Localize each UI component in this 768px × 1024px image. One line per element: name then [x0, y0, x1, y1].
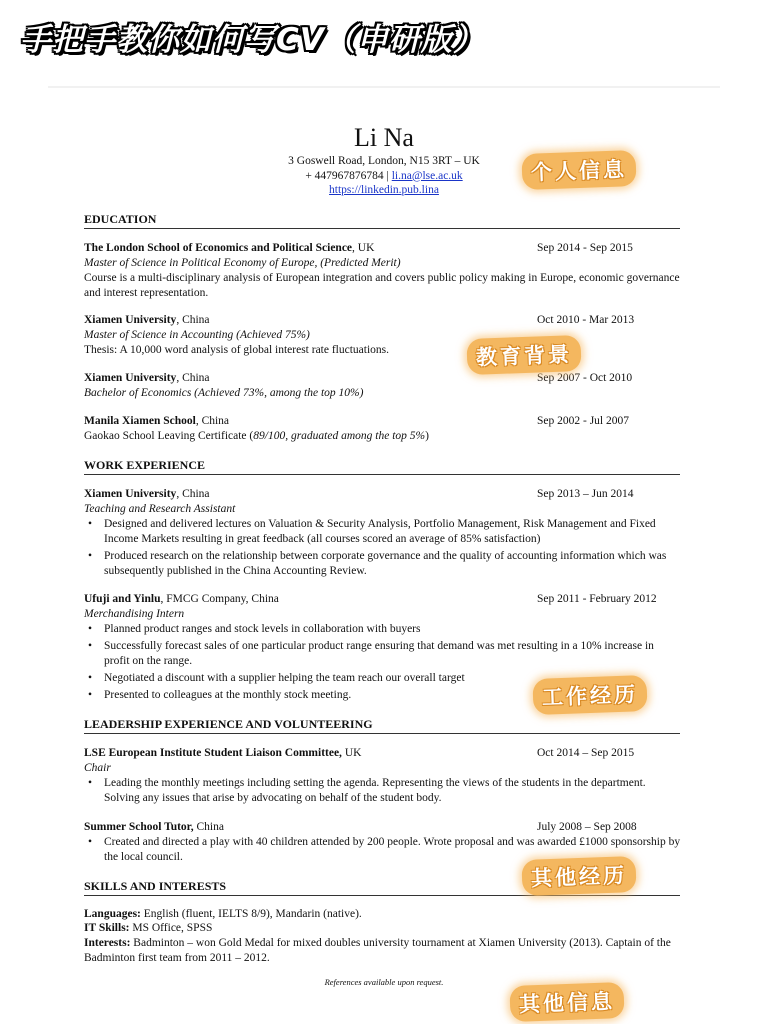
edu-entry-1-loc: , UK — [352, 242, 375, 254]
lead-entry-1-org: LSE European Institute Student Liaison Committee, — [84, 747, 342, 759]
edu-entry-1-date: Sep 2014 - Sep 2015 — [537, 242, 633, 254]
cv-contact — [0, 169, 768, 184]
edu-entry-3-degree: Bachelor of Economics (Achieved 73%, among the top 10%) — [84, 387, 364, 399]
sticker-personal-info: 个人信息 — [521, 150, 636, 190]
edu-entry-4-org: Manila Xiamen School — [84, 415, 196, 427]
skills-it-value: MS Office, SPSS — [129, 922, 213, 934]
edu-entry-1-degree: Master of Science in Political Economy of Europe, (Predicted Merit) — [84, 257, 401, 269]
lead-entry-1-date: Oct 2014 – Sep 2015 — [537, 747, 635, 759]
work-entry-1-title — [84, 487, 210, 502]
lead-entry-2-loc: China — [193, 821, 224, 833]
skills-rule — [84, 895, 680, 896]
edu-entry-4-desc — [84, 429, 429, 444]
edu-entry-2-degree: Master of Science in Accounting (Achieved 75%) — [84, 329, 310, 341]
bullet-text: Negotiated a discount with a supplier helping the team reach our overall target — [104, 672, 465, 684]
edu-entry-4-desc-prefix: Gaokao School Leaving Certificate ( — [84, 430, 254, 442]
lead-entry-2-bullet: • Created and directed a play with 40 children attended by 200 people. Wrote proposal and was awarded £1000 sponsorship by the local council. — [88, 836, 681, 863]
bullet-text: Created and directed a play with 40 children attended by 200 people. Wrote proposal and was awarded £1000 sponsorship by the local council. — [104, 836, 681, 863]
cv-address: 3 Goswell Road, London, N15 3RT – UK — [288, 155, 480, 167]
sticker-education: 教育背景 — [466, 335, 581, 375]
cv-header — [0, 122, 768, 198]
work-entry-1-bullet: • Designed and delivered lectures on Valuation & Security Analysis, Portfolio Management, Risk Management and Fixed Income Markets resulting in great feedback (all courses scored an average of 85% satisfaction) — [84, 517, 682, 547]
edu-entry-3-date: Sep 2007 - Oct 2010 — [537, 372, 633, 384]
lead-entry-1-bullet: • Leading the monthly meetings including setting the agenda. Representing the views of the students in the department. Solving any issues that arise by advocating on behalf of the student body. — [84, 776, 682, 806]
edu-entry-2-title — [84, 313, 210, 328]
work-entry-2-title — [84, 592, 279, 607]
sticker-other-info: 其他信息 — [509, 982, 624, 1022]
work-entry-1-date: Sep 2013 – Jun 2014 — [537, 488, 634, 500]
cv-linkedin-link[interactable]: https://linkedin.pub.lina — [329, 184, 439, 196]
education-heading: EDUCATION — [84, 212, 157, 226]
page-banner-title: 手把手教你如何写CV（申研版） — [20, 22, 485, 58]
cv-email-link[interactable]: li.na@lse.ac.uk — [391, 169, 463, 182]
edu-entry-3-org: Xiamen University — [84, 372, 177, 384]
work-rule — [84, 474, 680, 475]
bullet-text: Designed and delivered lectures on Valuation & Security Analysis, Portfolio Management, Risk Management and Fixed Income Markets resulting in great feedback (all courses scored an average of 85% satisfaction) — [104, 518, 656, 545]
edu-entry-4-loc: , China — [195, 415, 230, 427]
bullet-text: Presented to colleagues at the monthly stock meeting. — [104, 689, 352, 701]
sticker-work: 工作经历 — [532, 675, 647, 715]
edu-entry-2-desc: Thesis: A 10,000 word analysis of global interest rate fluctuations. — [84, 344, 390, 356]
edu-entry-4-desc-suffix: ) — [425, 430, 429, 442]
skills-heading: SKILLS AND INTERESTS — [84, 879, 227, 893]
edu-entry-2-date: Oct 2010 - Mar 2013 — [537, 314, 635, 326]
edu-entry-2-loc: , China — [176, 314, 210, 326]
bullet-text: Planned product ranges and stock levels in collaboration with buyers — [104, 623, 421, 635]
work-entry-2-org: Ufuji and Yinlu — [84, 593, 161, 605]
work-entry-2-bullet: • Presented to colleagues at the monthly stock meeting. — [84, 688, 682, 703]
skills-interests — [84, 936, 674, 966]
bullet-text: Successfully forecast sales of one particular product range ensuring that demand was met resulting in a 10% increase in profit on the range. — [104, 640, 654, 667]
lead-entry-1-title — [84, 746, 361, 761]
edu-entry-1-title — [84, 241, 374, 256]
lead-entry-2-date: July 2008 – Sep 2008 — [537, 821, 637, 833]
cv-linkedin-row — [0, 183, 768, 198]
edu-entry-4-desc-italic: 89/100, graduated among the top 5% — [253, 430, 426, 442]
skills-interests-label: Interests: — [84, 937, 131, 949]
edu-entry-4-title — [84, 414, 229, 429]
cv-phone: + 447967876784 | — [305, 169, 389, 182]
work-heading: WORK EXPERIENCE — [84, 458, 206, 472]
skills-languages-value: English (fluent, IELTS 8/9), Mandarin (native). — [140, 908, 362, 920]
work-entry-2-bullet: • Planned product ranges and stock levels in collaboration with buyers — [84, 622, 682, 637]
edu-entry-4-date: Sep 2002 - Jul 2007 — [537, 415, 629, 427]
work-entry-2-loc: , FMCG Company, China — [160, 593, 279, 605]
cv-name: Li Na — [354, 123, 414, 152]
lead-entry-1-loc: UK — [341, 747, 362, 759]
edu-entry-3-title — [84, 371, 210, 386]
leadership-rule — [84, 733, 680, 734]
lead-entry-2-title — [84, 820, 224, 835]
skills-it — [84, 921, 212, 936]
work-entry-2-role: Merchandising Intern — [84, 608, 185, 620]
bullet-text: Produced research on the relationship between corporate governance and the quality of accounting information which was subsequently published in the China Accounting Review. — [104, 550, 667, 577]
work-entry-2-bullet: • Successfully forecast sales of one particular product range ensuring that demand was met resulting in a 10% increase in profit on the range. — [84, 639, 682, 669]
work-entry-1-role: Teaching and Research Assistant — [84, 503, 236, 515]
work-entry-1-org: Xiamen University — [84, 488, 177, 500]
work-entry-1-bullet: • Produced research on the relationship between corporate governance and the quality of accounting information which was subsequently published in the China Accounting Review. — [84, 549, 682, 579]
leadership-heading: LEADERSHIP EXPERIENCE AND VOLUNTEERING — [84, 717, 373, 731]
sticker-other-experience: 其他经历 — [521, 856, 636, 896]
edu-entry-3-loc: , China — [176, 372, 210, 384]
work-entry-1-loc: , China — [176, 488, 210, 500]
lead-entry-1-role: Chair — [84, 762, 111, 774]
edu-entry-1-desc: Course is a multi-disciplinary analysis of European integration and covers public policy making in Europe, economic governance and interest representation. — [84, 272, 680, 299]
work-entry-2-bullet: • Negotiated a discount with a supplier helping the team reach our overall target — [84, 671, 682, 686]
document-top-edge — [48, 86, 720, 88]
skills-languages-label: Languages: — [84, 908, 141, 920]
work-entry-2-date: Sep 2011 - February 2012 — [537, 593, 657, 605]
education-rule — [84, 228, 680, 229]
skills-it-label: IT Skills: — [84, 922, 130, 934]
lead-entry-2-org: Summer School Tutor, — [84, 821, 194, 833]
skills-interests-value: Badminton – won Gold Medal for mixed doubles university tournament at Xiamen University (2013). Captain of the Badminton first team from 2011 – 2012. — [84, 937, 671, 964]
skills-languages — [84, 907, 362, 922]
edu-entry-2-org: Xiamen University — [84, 314, 177, 326]
bullet-text: Leading the monthly meetings including setting the agenda. Representing the views of the students in the department. Solving any issues that arise by advocating on behalf of the student body. — [104, 777, 646, 804]
edu-entry-1-org: The London School of Economics and Political Science — [84, 242, 353, 254]
references-note: References available upon request. — [324, 977, 444, 987]
